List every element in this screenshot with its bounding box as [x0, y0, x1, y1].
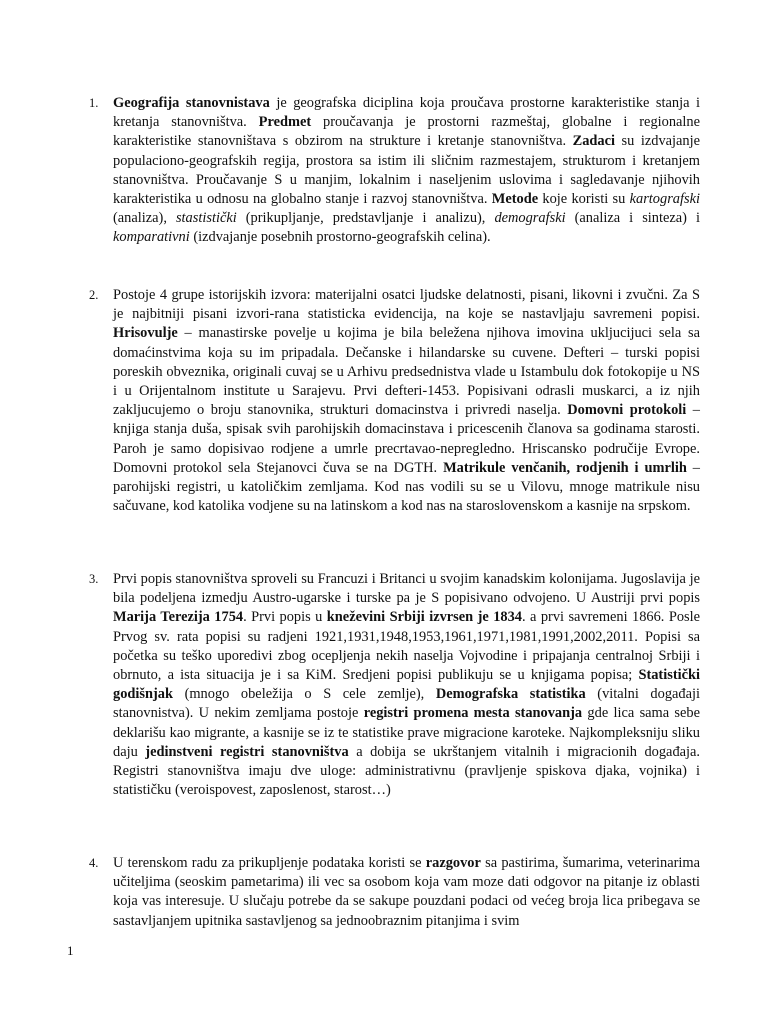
text-run: – manastirske povelje u kojima je bila beležena njihova imovina ukljucijuci sela sa domaćinstvima koja su im pripadala. Dečanske i hilandarske su cuvene. Defteri – turski popisi poreskih obveznika, originali cuvaj se u Arhivu predsednistva vlade u Istambulu dok fotokopije u NS i u Orijentalnom institute u Sarajevu. Prvi defteri-1453. Popisivani odrasli muskarci, a iz njih zakljucujemo o broju stanovnika, strukturi domacinstva i privredi naselja.	[113, 325, 700, 419]
bold-term: Domovni protokoli	[567, 402, 687, 419]
text-run: proučavanja je prostorni razmeštaj, globalne i regionalne karakteristike stanovništava s obzirom na strukture i kretanje stanovništva.	[113, 114, 700, 150]
list-item-4	[89, 854, 700, 931]
bold-term: kneževini Srbiji izvrsen je 1834	[326, 609, 522, 626]
item-number: 2.	[89, 288, 99, 302]
bold-term: razgovor	[425, 855, 481, 871]
item-number: 1.	[89, 96, 99, 110]
bold-term: Geografija stanovnistava	[113, 95, 270, 111]
text-run: (analiza i sinteza) i	[565, 210, 700, 227]
italic-term: stastistički	[175, 210, 237, 227]
bold-term: Zadaci	[572, 133, 616, 150]
bold-term: Statistički godišnjak	[113, 667, 700, 703]
text-run: su izdvajanje populaciono-geografskih regija, prostora sa istim ili sličnim razmestajem, strukturom i kretanjem stanovništva. Proučavanje S u manjim, lokalnim i naseljenim uslovima i sagledavanje njihovih karakteristika u odnosu na globalno stanje i razvoj stanovništva.	[113, 133, 701, 208]
bold-term: Demografska statistika	[435, 686, 586, 703]
page-number: 1	[67, 943, 74, 958]
item-text	[113, 95, 700, 245]
text-run: gde lica sama sebe deklarišu kao migrante, a kasnije se iz te statistike prave migracione karoteke. Najkompleksniju sliku daju	[113, 705, 701, 760]
bold-term: Hrisovulje	[113, 325, 178, 342]
text-run: (mnogo obeležija o S cele zemlje),	[173, 686, 436, 703]
list-item-2	[89, 286, 700, 516]
list-item-1	[89, 94, 701, 248]
text-run: U terenskom radu za prikupljenje podataka koristi se	[113, 855, 426, 871]
text-run: (prikupljanje, predstavljanje i analizu),	[236, 210, 495, 227]
text-run: sa pastirima, šumarima, veterinarima učiteljima (seoskim pametarima) ili vec sa osobom koja vam moze dati odgovor na pitanje iz oblasti koja vas interesuje. U slučaju potrebe da se sakupe pouzdani podaci od većeg broja lica pribegava se sastavljanjem upitnika sastavljenog sa jednoobraznim pitanjima i svim	[113, 855, 700, 929]
item-number: 4.	[89, 856, 99, 870]
text-run: – parohijski registri, u katoličkim zemljama. Kod nas vodili su se u Vilovu, mnoge matrikule nisu sačuvane, kod katolika vodjene su na latinskom a kod nas na staroslovenskom a kasnije na srpskom.	[113, 459, 700, 515]
italic-term: kartografski	[629, 191, 700, 208]
item-text	[113, 571, 700, 798]
item-number: 3.	[89, 572, 99, 586]
bold-term: Matrikule venčanih, rodjenih i umrlih	[443, 459, 687, 476]
italic-term: komparativni	[113, 229, 190, 246]
text-run: je geografska diciplina koja proučava prostorne karakteristike stanja i kretanja stanovništva.	[113, 95, 700, 131]
text-run: (izdvajanje posebnih prostorno-geografskih celina).	[189, 229, 491, 246]
text-run: Postoje 4 grupe istorijskih izvora: materijalni osatci ljudske delatnosti, pisani, likovni i zvučni. Za S je najbitniji pisani izvori-rana statisticka evidencija, na koje se nastavljaju savremeni popisi.	[113, 287, 700, 323]
text-run: – knjiga stanja duša, spisak svih parohijskih domacinstava i pricescenih članova sa godinama starosti. Paroh je samo dopisivao rodjene a umrle precrtavao-nepregledno. Hriscansko područije Evrope. Domovni protokol sela Stejanovci čuva se na DGTH.	[113, 402, 700, 476]
item-text	[113, 287, 700, 514]
text-run: Prvi popis stanovništva sproveli su Francuzi i Britanci u svojim kanadskim kolonijama. Jugoslavija je bila podeljena izmedju Austro-ugarske i turske pa je S popisivano odvojeno. U Austriji prvi popis	[113, 571, 700, 607]
text-run: a dobija se ukrštanjem vitalnih i migracionih događaja. Registri stanovništva imaju dve uloge: administrativnu (pravljenje spiskova djaka, vojnika) i statističku (veroispovest, zaposlenost, starost…)	[113, 743, 701, 799]
item-text	[113, 855, 700, 929]
italic-term: demografski	[494, 210, 566, 227]
text-run: . a prvi savremeni 1866. Posle Prvog sv. rata popisi su radjeni 1921,1931,1948,1953,1961,1971,1981,1991,2002,2011. Popisi sa početka su teško uporedivi zbog ocepljenja nekih naselja Vojvodine i pripajanja centralnoj Srbiji i obrnuto, a ista situacija je i sa KiM. Sredjeni popisi publikuju se u knjigama popisa;	[113, 609, 701, 684]
bold-term: Metode	[491, 191, 539, 208]
bold-term: jedinstveni registri stanovništva	[145, 743, 349, 760]
list-item-3	[89, 570, 701, 800]
text-run: (analiza),	[113, 210, 176, 227]
bold-term: Marija Terezija 1754	[113, 609, 244, 626]
text-run: (vitalni događaji stanovnistva). U nekim zemljama postoje	[113, 686, 700, 722]
text-run: . Prvi popis u	[243, 609, 327, 626]
text-run: koje koristi su	[538, 191, 630, 208]
bold-term: registri promena mesta stanovanja	[363, 705, 583, 722]
bold-term: Predmet	[258, 114, 312, 131]
